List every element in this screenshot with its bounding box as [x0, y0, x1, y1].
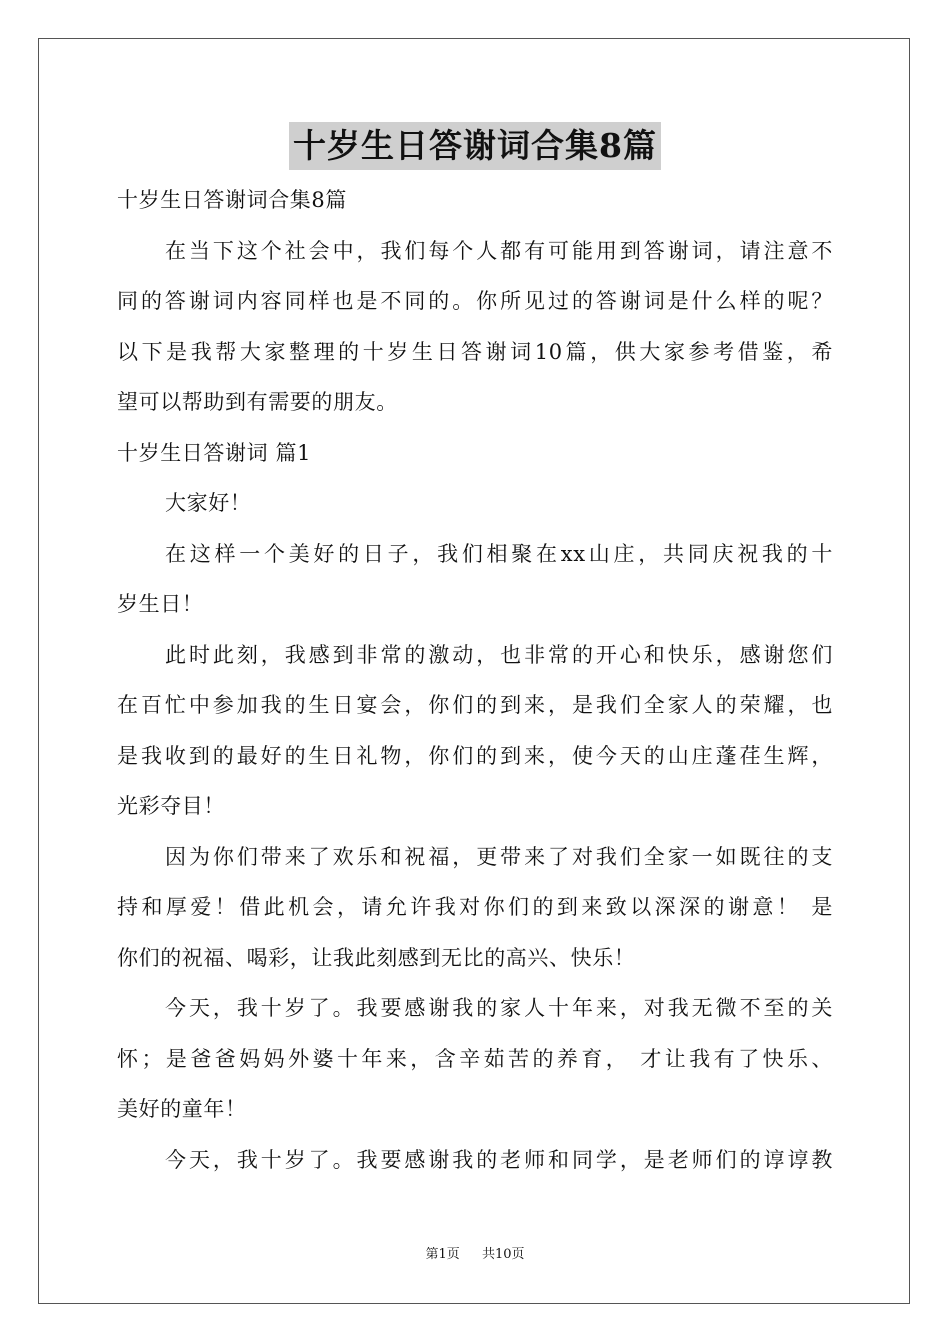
- document-body: [117, 175, 833, 1185]
- paragraph-line: 以下是我帮大家整理的十岁生日答谢词10篇，供大家参考借鉴，希: [117, 339, 833, 364]
- section-heading: 十岁生日答谢词 篇1: [117, 440, 312, 465]
- paragraph-line: 同的答谢词内容同样也是不同的。你所见过的答谢词是什么样的呢？: [117, 289, 833, 313]
- paragraph-line: 美好的童年！: [117, 1097, 247, 1121]
- paragraph-line: 在这样一个美好的日子，我们相聚在xx山庄，共同庆祝我的十: [165, 541, 833, 566]
- paragraph-line: 在当下这个社会中，我们每个人都有可能用到答谢词，请注意不: [165, 238, 833, 263]
- paragraph-line: 是我收到的最好的生日礼物，你们的到来，使今天的山庄蓬荏生辉，: [117, 743, 833, 768]
- document-title-wrapper: [0, 122, 950, 170]
- subtitle-line: 十岁生日答谢词合集8篇: [117, 188, 347, 212]
- paragraph-line: 今天，我十岁了。我要感谢我的老师和同学，是老师们的谆谆教: [165, 1147, 833, 1172]
- paragraph-line: 持和厚爱！借此机会，请允许我对你们的到来致以深深的谢意！ 是: [117, 895, 833, 919]
- paragraph-line: 因为你们带来了欢乐和祝福，更带来了对我们全家一如既往的支: [165, 844, 833, 869]
- paragraph-line: 光彩夺目！: [117, 794, 225, 818]
- document-title: 十岁生日答谢词合集8篇: [289, 122, 661, 170]
- page-total: 共10页: [482, 1247, 525, 1262]
- paragraph-line: 怀；是爸爸妈妈外婆十年来，含辛茹苦的养育， 才让我有了快乐、: [117, 1046, 833, 1071]
- paragraph-line: 你们的祝福、喝彩，让我此刻感到无比的高兴、快乐！: [117, 945, 636, 970]
- paragraph-line: 大家好！: [165, 491, 252, 515]
- paragraph-line: 望可以帮助到有需要的朋友。: [117, 390, 398, 414]
- paragraph-line: 在百忙中参加我的生日宴会，你们的到来，是我们全家人的荣耀，也: [117, 693, 833, 717]
- paragraph-line: 岁生日！: [117, 592, 204, 616]
- page-number: 第1页: [425, 1247, 460, 1262]
- paragraph-line: 此时此刻，我感到非常的激动，也非常的开心和快乐，感谢您们: [165, 642, 833, 667]
- page-footer: [0, 1245, 950, 1265]
- paragraph-line: 今天，我十岁了。我要感谢我的家人十年来，对我无微不至的关: [165, 996, 833, 1020]
